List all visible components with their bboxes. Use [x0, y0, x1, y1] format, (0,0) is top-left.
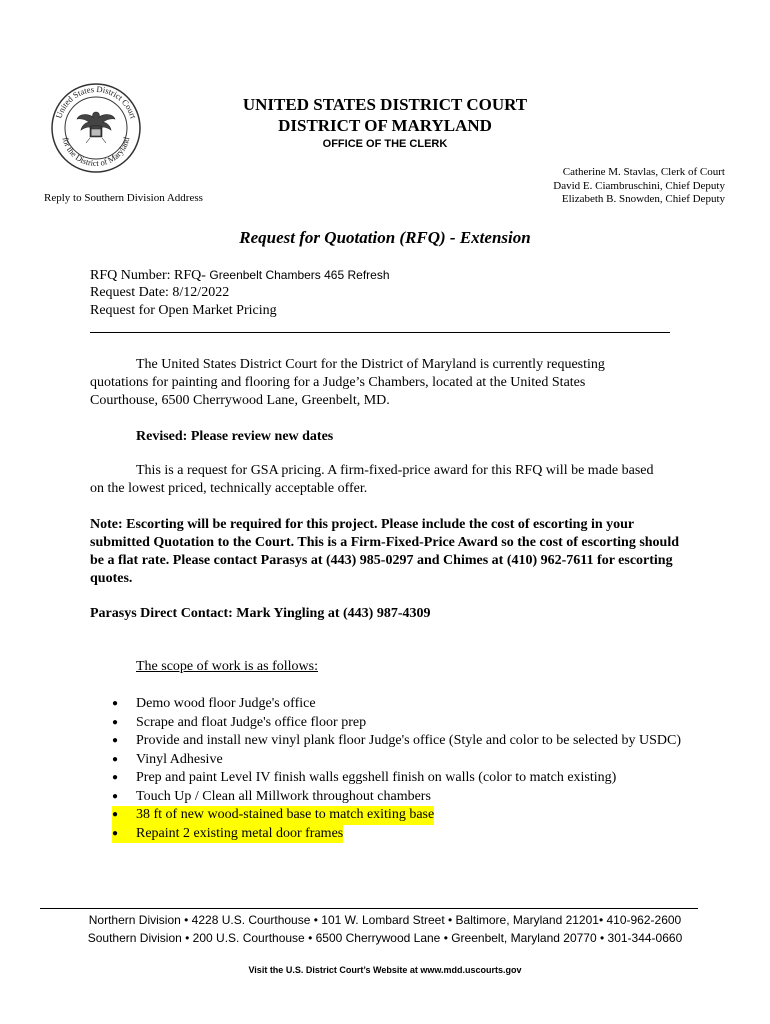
bullet-icon: ●	[112, 698, 119, 709]
list-item: ● Prep and paint Level IV finish walls eggshell finish on walls (color to match existing)	[112, 769, 692, 788]
scope-list	[112, 695, 692, 843]
revised-notice: Revised: Please review new dates	[136, 429, 334, 444]
seal-text-bottom: for the District of Maryland	[60, 136, 132, 169]
footer-northern-division: Northern Division • 4228 U.S. Courthouse • 101 W. Lombard Street • Baltimore, Maryland 21201• 410-962-2600	[88, 913, 682, 927]
list-item: ● 38 ft of new wood-stained base to match exiting base	[112, 806, 692, 825]
rfq-number-value: Greenbelt Chambers 465 Refresh	[209, 268, 390, 282]
officer-chief-deputy-2: Elizabeth B. Snowden, Chief Deputy	[561, 193, 725, 205]
bullet-icon: ●	[112, 772, 119, 783]
list-item: ● Repaint 2 existing metal door frames	[112, 825, 692, 844]
pricing-type: Request for Open Market Pricing	[90, 303, 277, 318]
office-name: OFFICE OF THE CLERK	[322, 138, 448, 150]
gsa-paragraph: This is a request for GSA pricing. A firm-fixed-price award for this RFQ will be made based on the lowest priced, technically acceptable offer.	[90, 463, 654, 496]
divider-line	[90, 332, 670, 333]
intro-paragraph: The United States District Court for the District of Maryland is currently requesting quotations for painting and flooring for a Judge’s Chambers, located at the United States Courthouse, 6500 Cherrywood Lane, Greenbelt, MD.	[90, 357, 605, 408]
request-date: Request Date: 8/12/2022	[90, 285, 230, 300]
list-item: ● Scrape and float Judge's office floor prep	[112, 714, 692, 733]
reply-to-note: Reply to Southern Division Address	[44, 192, 203, 204]
footer-southern-division: Southern Division • 200 U.S. Courthouse • 6500 Cherrywood Lane • Greenbelt, Maryland 20770 • 301-344-0660	[87, 931, 683, 945]
bullet-icon: ●	[112, 735, 119, 746]
court-name: UNITED STATES DISTRICT COURT	[242, 95, 528, 114]
officer-clerk: Catherine M. Stavlas, Clerk of Court	[562, 166, 725, 178]
list-item: ● Vinyl Adhesive	[112, 751, 692, 770]
list-item: ● Provide and install new vinyl plank floor Judge's office (Style and color to be selected by USDC)	[112, 732, 692, 751]
rfq-number-label: RFQ Number: RFQ-	[90, 268, 210, 283]
bullet-icon: ●	[112, 790, 119, 802]
bullet-icon: ●	[112, 753, 119, 765]
bullet-icon: ●	[112, 825, 136, 844]
scope-heading: The scope of work is as follows:	[136, 659, 318, 674]
rfq-number	[90, 266, 390, 285]
parasys-contact: Parasys Direct Contact: Mark Yingling at (443) 987-4309	[90, 606, 431, 621]
document-title: Request for Quotation (RFQ) - Extension	[239, 228, 531, 247]
bullet-icon: ●	[112, 806, 136, 825]
footer-divider	[40, 908, 698, 909]
officer-chief-deputy-1: David E. Ciambruschini, Chief Deputy	[553, 180, 725, 192]
list-item: ● Touch Up / Clean all Millwork throughout chambers	[112, 788, 692, 807]
district-name: DISTRICT OF MARYLAND	[278, 116, 492, 135]
seal-text-top: United States District Court	[53, 83, 139, 120]
footer-website: Visit the U.S. District Court’s Website at www.mdd.uscourts.gov	[248, 965, 522, 975]
bullet-icon: ●	[112, 716, 119, 728]
escorting-note: Note: Escorting will be required for this project. Please include the cost of escorting in your submitted Quotation to the Court. This is a Firm-Fixed-Price Award so the cost of escorting should be a flat rate. Please contact Parasys at (443) 985-0297 and Chimes at (410) 962-7611 for escorting quotes.	[90, 517, 680, 586]
list-item: ● Demo wood floor Judge's office	[112, 695, 692, 714]
